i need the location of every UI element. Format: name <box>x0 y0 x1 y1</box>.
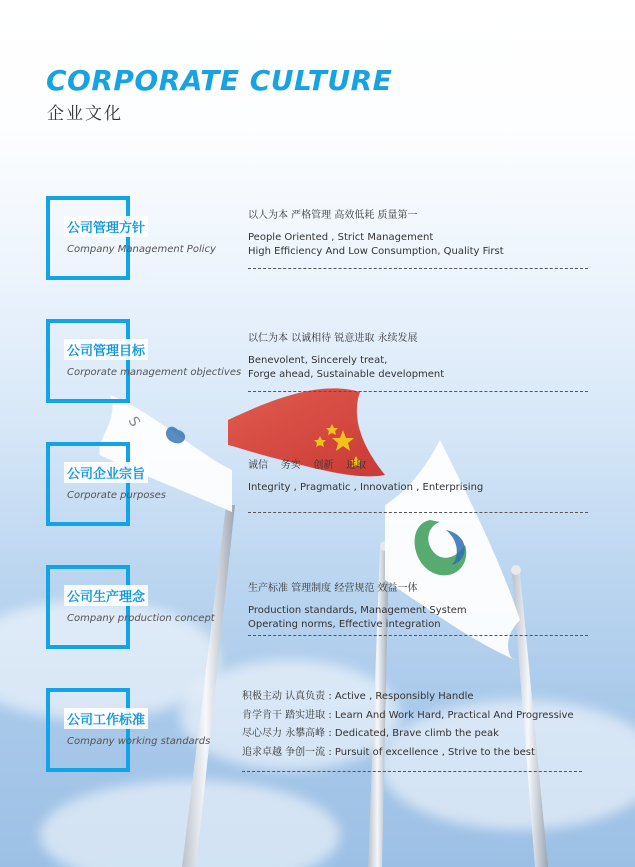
slogan-en-line: Operating norms, Effective integration <box>248 619 441 630</box>
section-label <box>58 339 244 383</box>
section-label-en: Corporate purposes <box>67 490 167 501</box>
section-content <box>248 579 593 632</box>
divider <box>248 512 588 513</box>
section-label-cn: 公司生产理念 <box>64 585 148 606</box>
section-label-en: Company working standards <box>67 736 211 747</box>
page-title: CORPORATE CULTURE <box>46 64 393 97</box>
section-content <box>248 329 593 382</box>
section-label-cn: 公司工作标准 <box>64 708 148 729</box>
slogan-en-line: High Efficiency And Low Consumption, Quality First <box>248 246 504 257</box>
slogan-en-line: Integrity , Pragmatic , Innovation , Enterprising <box>248 482 484 493</box>
section-label <box>58 585 218 629</box>
slogan-en-line: Forge ahead, Sustainable development <box>248 369 445 380</box>
section-management-policy <box>0 196 635 316</box>
slogan-en-line: People Oriented , Strict Management <box>248 232 434 243</box>
section-content <box>242 688 587 762</box>
standard-line: 积极主动 认真负责 : Active , Responsibly Handle <box>242 691 474 702</box>
standard-line: 肯学肯干 踏实进取 : Learn And Work Hard, Practical And Progressive <box>242 709 574 721</box>
slogan-cn: 生产标准 管理制度 经营规范 效益一体 <box>248 583 418 594</box>
section-label-en: Company Management Policy <box>67 244 216 255</box>
slogan-cn: 以仁为本 以诚相待 锐意进取 永续发展 <box>248 333 418 344</box>
divider <box>248 391 588 392</box>
slogan-en-line: Benevolent, Sincerely treat, <box>248 355 388 366</box>
divider <box>242 771 582 772</box>
page-subtitle: 企业文化 <box>47 104 123 124</box>
divider <box>248 268 588 269</box>
section-label-en: Corporate management objectives <box>67 367 242 378</box>
section-label-cn: 公司管理方针 <box>64 216 148 237</box>
section-label <box>58 216 219 260</box>
section-production-concept <box>0 565 635 685</box>
section-content <box>248 456 593 495</box>
standard-line: 追求卓越 争创一流 : Pursuit of excellence , Strive to the best <box>242 746 535 758</box>
slogan-cn: 以人为本 严格管理 高效低耗 质量第一 <box>248 210 418 221</box>
section-label <box>58 708 213 752</box>
section-label <box>58 462 169 506</box>
section-content <box>248 206 593 259</box>
slogan-en-line: Production standards, Management System <box>248 605 467 616</box>
section-label-cn: 公司管理目标 <box>64 339 148 360</box>
standard-line: 尽心尽力 永攀高峰 : Dedicated, Brave climb the peak <box>242 728 499 739</box>
svg-text:S: S <box>124 414 143 430</box>
slogan-cn: 诚信 务实 创新 进取 <box>248 460 367 471</box>
section-management-objectives <box>0 319 635 439</box>
section-corporate-purposes <box>0 442 635 562</box>
section-label-cn: 公司企业宗旨 <box>64 462 148 483</box>
divider <box>248 635 588 636</box>
section-working-standards <box>0 688 635 808</box>
section-label-en: Company production concept <box>67 613 215 624</box>
